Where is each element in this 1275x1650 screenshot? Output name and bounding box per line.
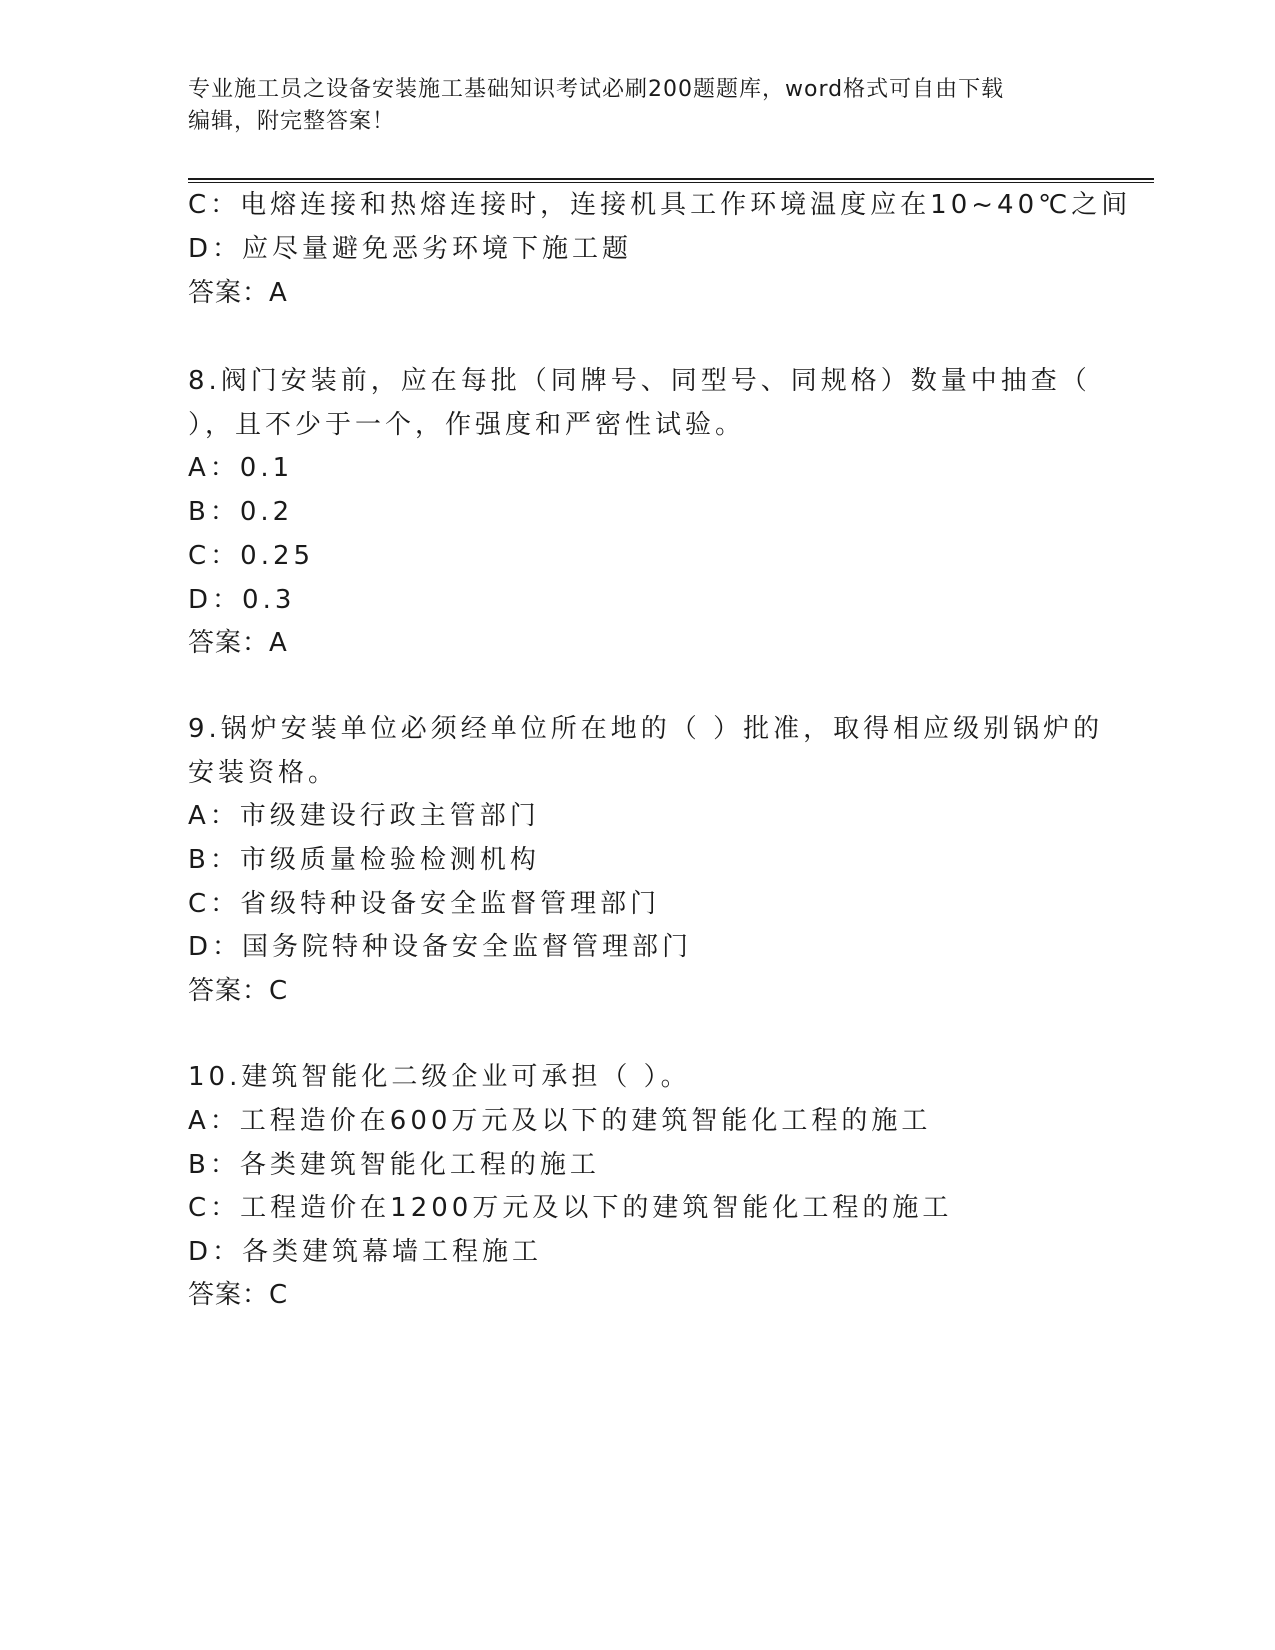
q10-stem-line1: 10.建筑智能化二级企业可承担（ ）。 <box>188 1062 691 1092</box>
q10-option-d: D：各类建筑幕墙工程施工 <box>188 1237 543 1267</box>
header-divider-thin <box>188 182 1154 183</box>
q9-option-a: A：市级建设行政主管部门 <box>188 801 540 831</box>
page-header <box>188 74 1088 138</box>
q10-option-a: A：工程造价在600万元及以下的建筑智能化工程的施工 <box>188 1106 932 1136</box>
q9-answer: 答案：C <box>188 976 289 1006</box>
q9-option-b: B：市级质量检验检测机构 <box>188 845 540 875</box>
q8-option-a: A：0.1 <box>188 453 294 483</box>
q9-option-d: D：国务院特种设备安全监督管理部门 <box>188 932 693 962</box>
q10-option-c: C：工程造价在1200万元及以下的建筑智能化工程的施工 <box>188 1193 953 1223</box>
q10-option-b: B：各类建筑智能化工程的施工 <box>188 1150 600 1180</box>
header-title-line2: 编辑，附完整答案！ <box>188 109 396 134</box>
q8-stem-line2: ），且不少于一个，作强度和严密性试验。 <box>188 410 746 440</box>
q9-option-c: C：省级特种设备安全监督管理部门 <box>188 889 661 919</box>
q8-answer: 答案：A <box>188 628 288 658</box>
q8-option-d: D：0.3 <box>188 585 296 615</box>
q9-stem-line1: 9.锅炉安装单位必须经单位所在地的（ ）批准，取得相应级别锅炉的 <box>188 714 1104 744</box>
q8-option-c: C：0.25 <box>188 541 315 571</box>
carryover-option-c: C：电熔连接和热熔连接时，连接机具工作环境温度应在10~40℃之间 <box>188 190 1132 220</box>
carryover-option-d: D：应尽量避免恶劣环境下施工题 <box>188 234 633 264</box>
q8-option-b: B：0.2 <box>188 497 294 527</box>
q9-stem-line2: 安装资格。 <box>188 758 339 788</box>
q10-answer: 答案：C <box>188 1280 289 1310</box>
carryover-answer: 答案：A <box>188 278 288 308</box>
header-title-line1: 专业施工员之设备安装施工基础知识考试必刷200题题库，word格式可自由下载 <box>188 77 1005 102</box>
q8-stem-line1: 8.阀门安装前，应在每批（同牌号、同型号、同规格）数量中抽查（ <box>188 366 1091 396</box>
header-divider <box>188 178 1154 180</box>
